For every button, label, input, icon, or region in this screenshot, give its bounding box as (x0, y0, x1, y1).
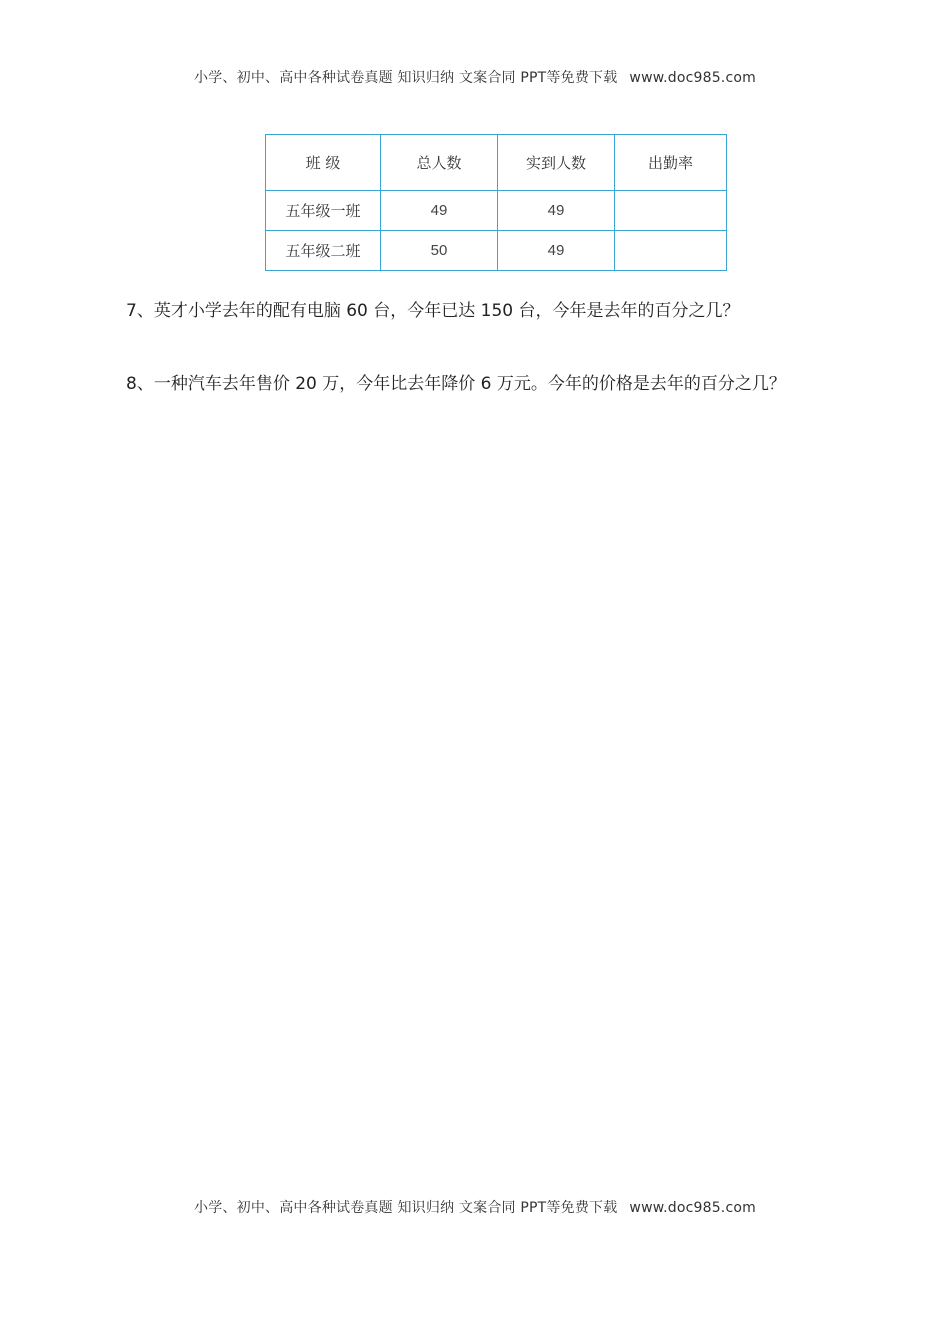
header-url-link[interactable]: www.doc985.com (629, 70, 756, 86)
cell-rate (615, 191, 727, 231)
cell-rate (615, 231, 727, 271)
cell-actual: 49 (498, 231, 615, 271)
footer-text: 小学、初中、高中各种试卷真题 知识归纳 文案合同 PPT等免费下载 (194, 1200, 618, 1216)
header-total: 总人数 (381, 135, 498, 191)
table-header-row (266, 135, 727, 191)
question-8: 8、一种汽车去年售价 20 万，今年比去年降价 6 万元。今年的价格是去年的百分之几？ (126, 374, 786, 394)
header-class: 班 级 (266, 135, 381, 191)
footer-url-link[interactable]: www.doc985.com (629, 1200, 756, 1216)
cell-class: 五年级一班 (266, 191, 381, 231)
header-text: 小学、初中、高中各种试卷真题 知识归纳 文案合同 PPT等免费下载 (194, 70, 618, 86)
header-rate: 出勤率 (615, 135, 727, 191)
question-7: 7、英才小学去年的配有电脑 60 台，今年已达 150 台，今年是去年的百分之几？ (126, 301, 740, 321)
cell-total: 50 (381, 231, 498, 271)
header-banner (0, 67, 950, 87)
table-row (266, 191, 727, 231)
cell-total: 49 (381, 191, 498, 231)
footer-banner (0, 1197, 950, 1217)
cell-actual: 49 (498, 191, 615, 231)
header-actual: 实到人数 (498, 135, 615, 191)
attendance-table (265, 134, 727, 271)
cell-class: 五年级二班 (266, 231, 381, 271)
table-row (266, 231, 727, 271)
